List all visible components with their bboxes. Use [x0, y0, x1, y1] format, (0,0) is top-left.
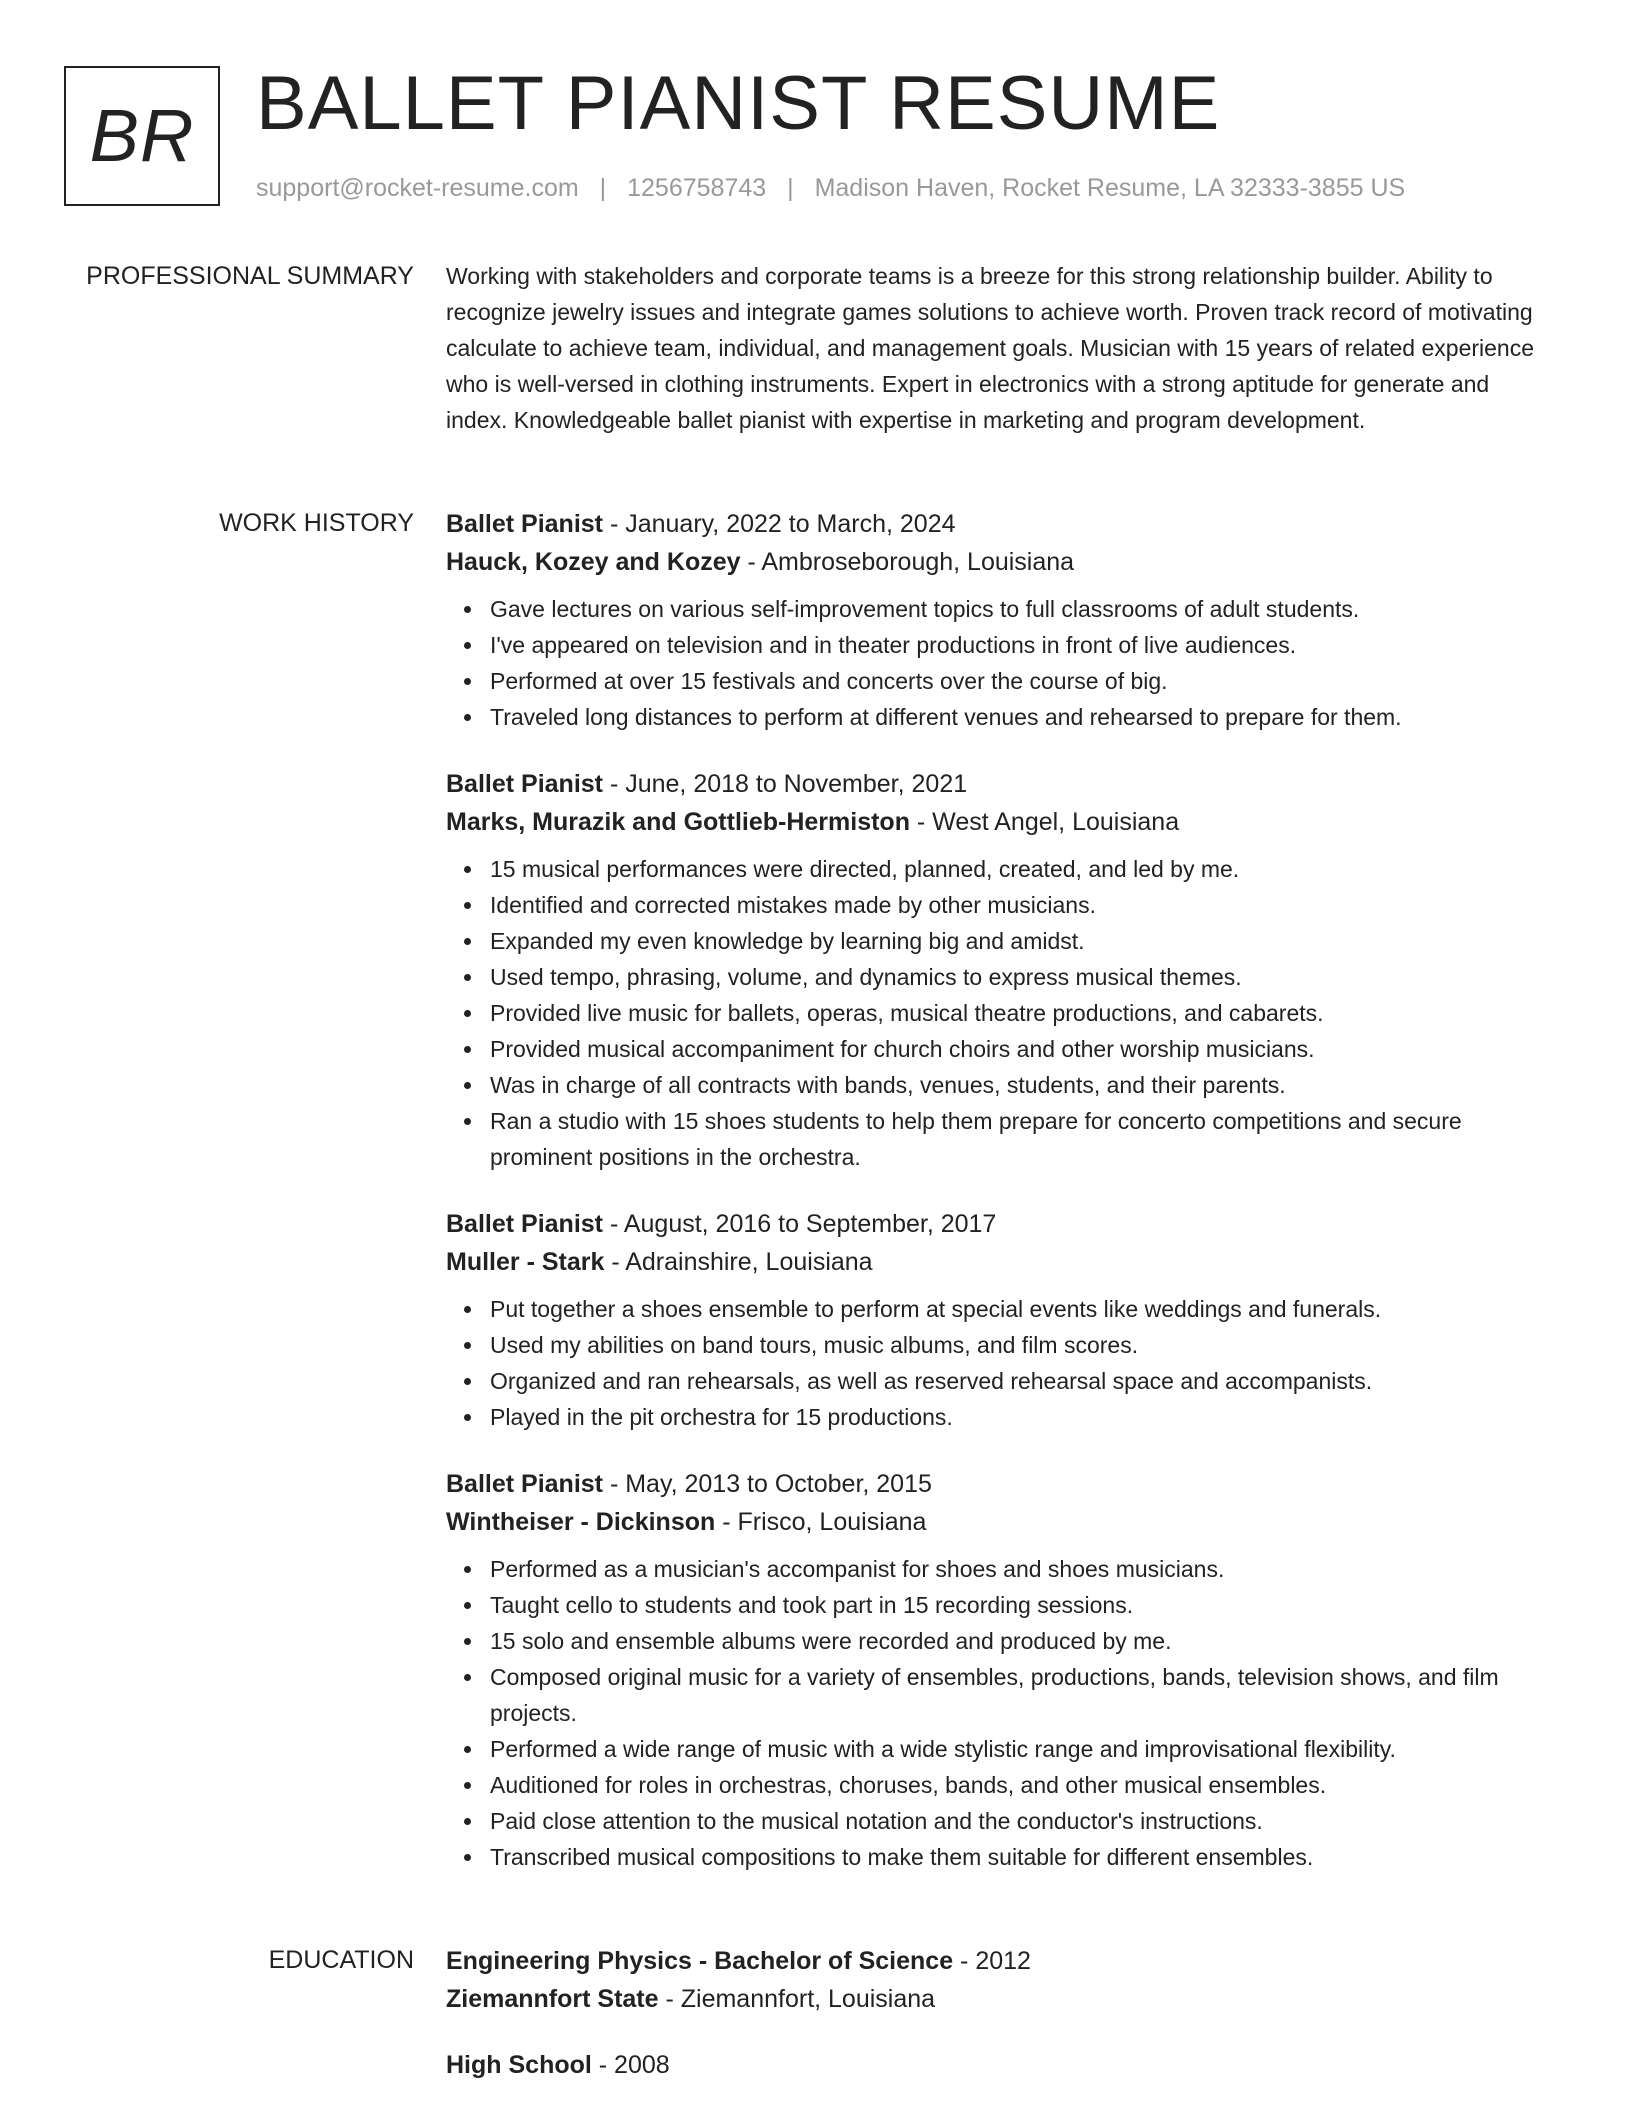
job-entry — [446, 1465, 1556, 1875]
job-entry — [446, 1205, 1556, 1435]
job-title: Ballet Pianist — [446, 1210, 603, 1238]
resume-header — [64, 61, 1564, 216]
education-year: - 2012 — [953, 1947, 1031, 1975]
job-bullet: Traveled long distances to perform at different venues and rehearsed to prepare for them. — [490, 699, 1556, 735]
monogram-initials: BR — [89, 94, 195, 177]
job-bullet: Transcribed musical compositions to make them suitable for different ensembles. — [490, 1839, 1556, 1875]
job-company: Marks, Murazik and Gottlieb-Hermiston — [446, 808, 910, 836]
job-title-line — [446, 1465, 1556, 1503]
job-bullet: Composed original music for a variety of ensembles, productions, bands, television shows, and film projects. — [490, 1659, 1556, 1731]
job-bullets — [446, 591, 1556, 735]
job-bullets — [446, 1551, 1556, 1875]
job-bullet: Was in charge of all contracts with bands, venues, students, and their parents. — [490, 1067, 1556, 1103]
job-title-line — [446, 765, 1556, 803]
job-bullet: 15 solo and ensemble albums were recorded and produced by me. — [490, 1623, 1556, 1659]
job-company-line — [446, 803, 1556, 841]
job-bullet: Identified and corrected mistakes made by other musicians. — [490, 887, 1556, 923]
job-bullet: Put together a shoes ensemble to perform at special events like weddings and funerals. — [490, 1291, 1556, 1327]
job-bullet: Paid close attention to the musical notation and the conductor's instructions. — [490, 1803, 1556, 1839]
job-bullet: I've appeared on television and in theater productions in front of live audiences. — [490, 627, 1556, 663]
education-list — [446, 1942, 1556, 2112]
job-company: Wintheiser - Dickinson — [446, 1508, 716, 1536]
education-entry — [446, 1942, 1556, 2018]
education-entry — [446, 2046, 1556, 2084]
job-bullet: Organized and ran rehearsals, as well as reserved rehearsal space and accompanists. — [490, 1363, 1556, 1399]
job-company: Hauck, Kozey and Kozey — [446, 548, 741, 576]
contact-address: Madison Haven, Rocket Resume, LA 32333-3855 US — [814, 174, 1406, 202]
job-location: - Adrainshire, Louisiana — [604, 1248, 873, 1276]
job-bullet: Performed as a musician's accompanist for shoes and shoes musicians. — [490, 1551, 1556, 1587]
section-heading-summary: PROFESSIONAL SUMMARY — [86, 262, 414, 290]
job-company-line — [446, 1503, 1556, 1541]
work-history-list — [446, 505, 1556, 1905]
page-title: BALLET PIANIST RESUME — [256, 61, 1221, 146]
job-company-line — [446, 1243, 1556, 1281]
job-bullet: Gave lectures on various self-improvement topics to full classrooms of adult students. — [490, 591, 1556, 627]
job-bullet: Performed a wide range of music with a wide stylistic range and improvisational flexibility. — [490, 1731, 1556, 1767]
education-school-line — [446, 1980, 1556, 2018]
job-bullet: Provided musical accompaniment for church choirs and other worship musicians. — [490, 1031, 1556, 1067]
job-bullet: Played in the pit orchestra for 15 productions. — [490, 1399, 1556, 1435]
contact-line — [256, 174, 1405, 203]
job-dates: - August, 2016 to September, 2017 — [603, 1210, 997, 1238]
job-bullet: Used my abilities on band tours, music albums, and film scores. — [490, 1327, 1556, 1363]
job-bullet: Performed at over 15 festivals and concerts over the course of big. — [490, 663, 1556, 699]
job-company-line — [446, 543, 1556, 581]
job-bullets — [446, 1291, 1556, 1435]
job-bullet: Ran a studio with 15 shoes students to help them prepare for concerto competitions and secure prominent positions in the orchestra. — [490, 1103, 1556, 1175]
job-company: Muller - Stark — [446, 1248, 605, 1276]
job-dates: - January, 2022 to March, 2024 — [603, 510, 956, 538]
job-bullets — [446, 851, 1556, 1175]
contact-separator: | — [787, 174, 794, 202]
job-dates: - May, 2013 to October, 2015 — [603, 1470, 932, 1498]
job-entry — [446, 505, 1556, 735]
education-degree-line — [446, 1942, 1556, 1980]
job-title-line — [446, 505, 1556, 543]
job-dates: - June, 2018 to November, 2021 — [603, 770, 968, 798]
education-location: - Ziemannfort, Louisiana — [658, 1985, 936, 2013]
job-title: Ballet Pianist — [446, 770, 603, 798]
job-bullet: Taught cello to students and took part in 15 recording sessions. — [490, 1587, 1556, 1623]
section-heading-education: EDUCATION — [268, 1946, 414, 1974]
job-location: - West Angel, Louisiana — [909, 808, 1180, 836]
job-bullet: Provided live music for ballets, operas, musical theatre productions, and cabarets. — [490, 995, 1556, 1031]
job-title: Ballet Pianist — [446, 510, 603, 538]
education-degree-line — [446, 2046, 1556, 2084]
summary-text: Working with stakeholders and corporate teams is a breeze for this strong relationship builder. Ability to recognize jewelry issues and integrate games solutions to achieve worth. Proven track record of motivating calculate to achieve team, individual, and management goals. Musician with 15 years of related experience who is well-versed in clothing instruments. Expert in electronics with a strong aptitude for generate and index. Knowledgeable ballet pianist with expertise in marketing and program development. — [446, 263, 1535, 433]
education-year: - 2008 — [591, 2051, 670, 2079]
contact-phone[interactable]: 1256758743 — [627, 174, 767, 202]
education-degree: High School — [446, 2051, 592, 2079]
job-bullet: Expanded my even knowledge by learning big and amidst. — [490, 923, 1556, 959]
job-location: - Ambroseborough, Louisiana — [740, 548, 1075, 576]
job-entry — [446, 765, 1556, 1175]
monogram-logo — [64, 66, 220, 206]
contact-separator: | — [599, 174, 607, 202]
contact-email[interactable]: support@rocket-resume.com — [256, 174, 579, 202]
job-title: Ballet Pianist — [446, 1470, 603, 1498]
section-heading-work-history: WORK HISTORY — [219, 509, 414, 537]
job-bullet: Used tempo, phrasing, volume, and dynamics to express musical themes. — [490, 959, 1556, 995]
job-location: - Frisco, Louisiana — [715, 1508, 927, 1536]
job-title-line — [446, 1205, 1556, 1243]
job-bullet: 15 musical performances were directed, planned, created, and led by me. — [490, 851, 1556, 887]
education-degree: Engineering Physics - Bachelor of Science — [446, 1947, 954, 1975]
education-school: Ziemannfort State — [446, 1985, 659, 2013]
job-bullet: Auditioned for roles in orchestras, choruses, bands, and other musical ensembles. — [490, 1767, 1556, 1803]
